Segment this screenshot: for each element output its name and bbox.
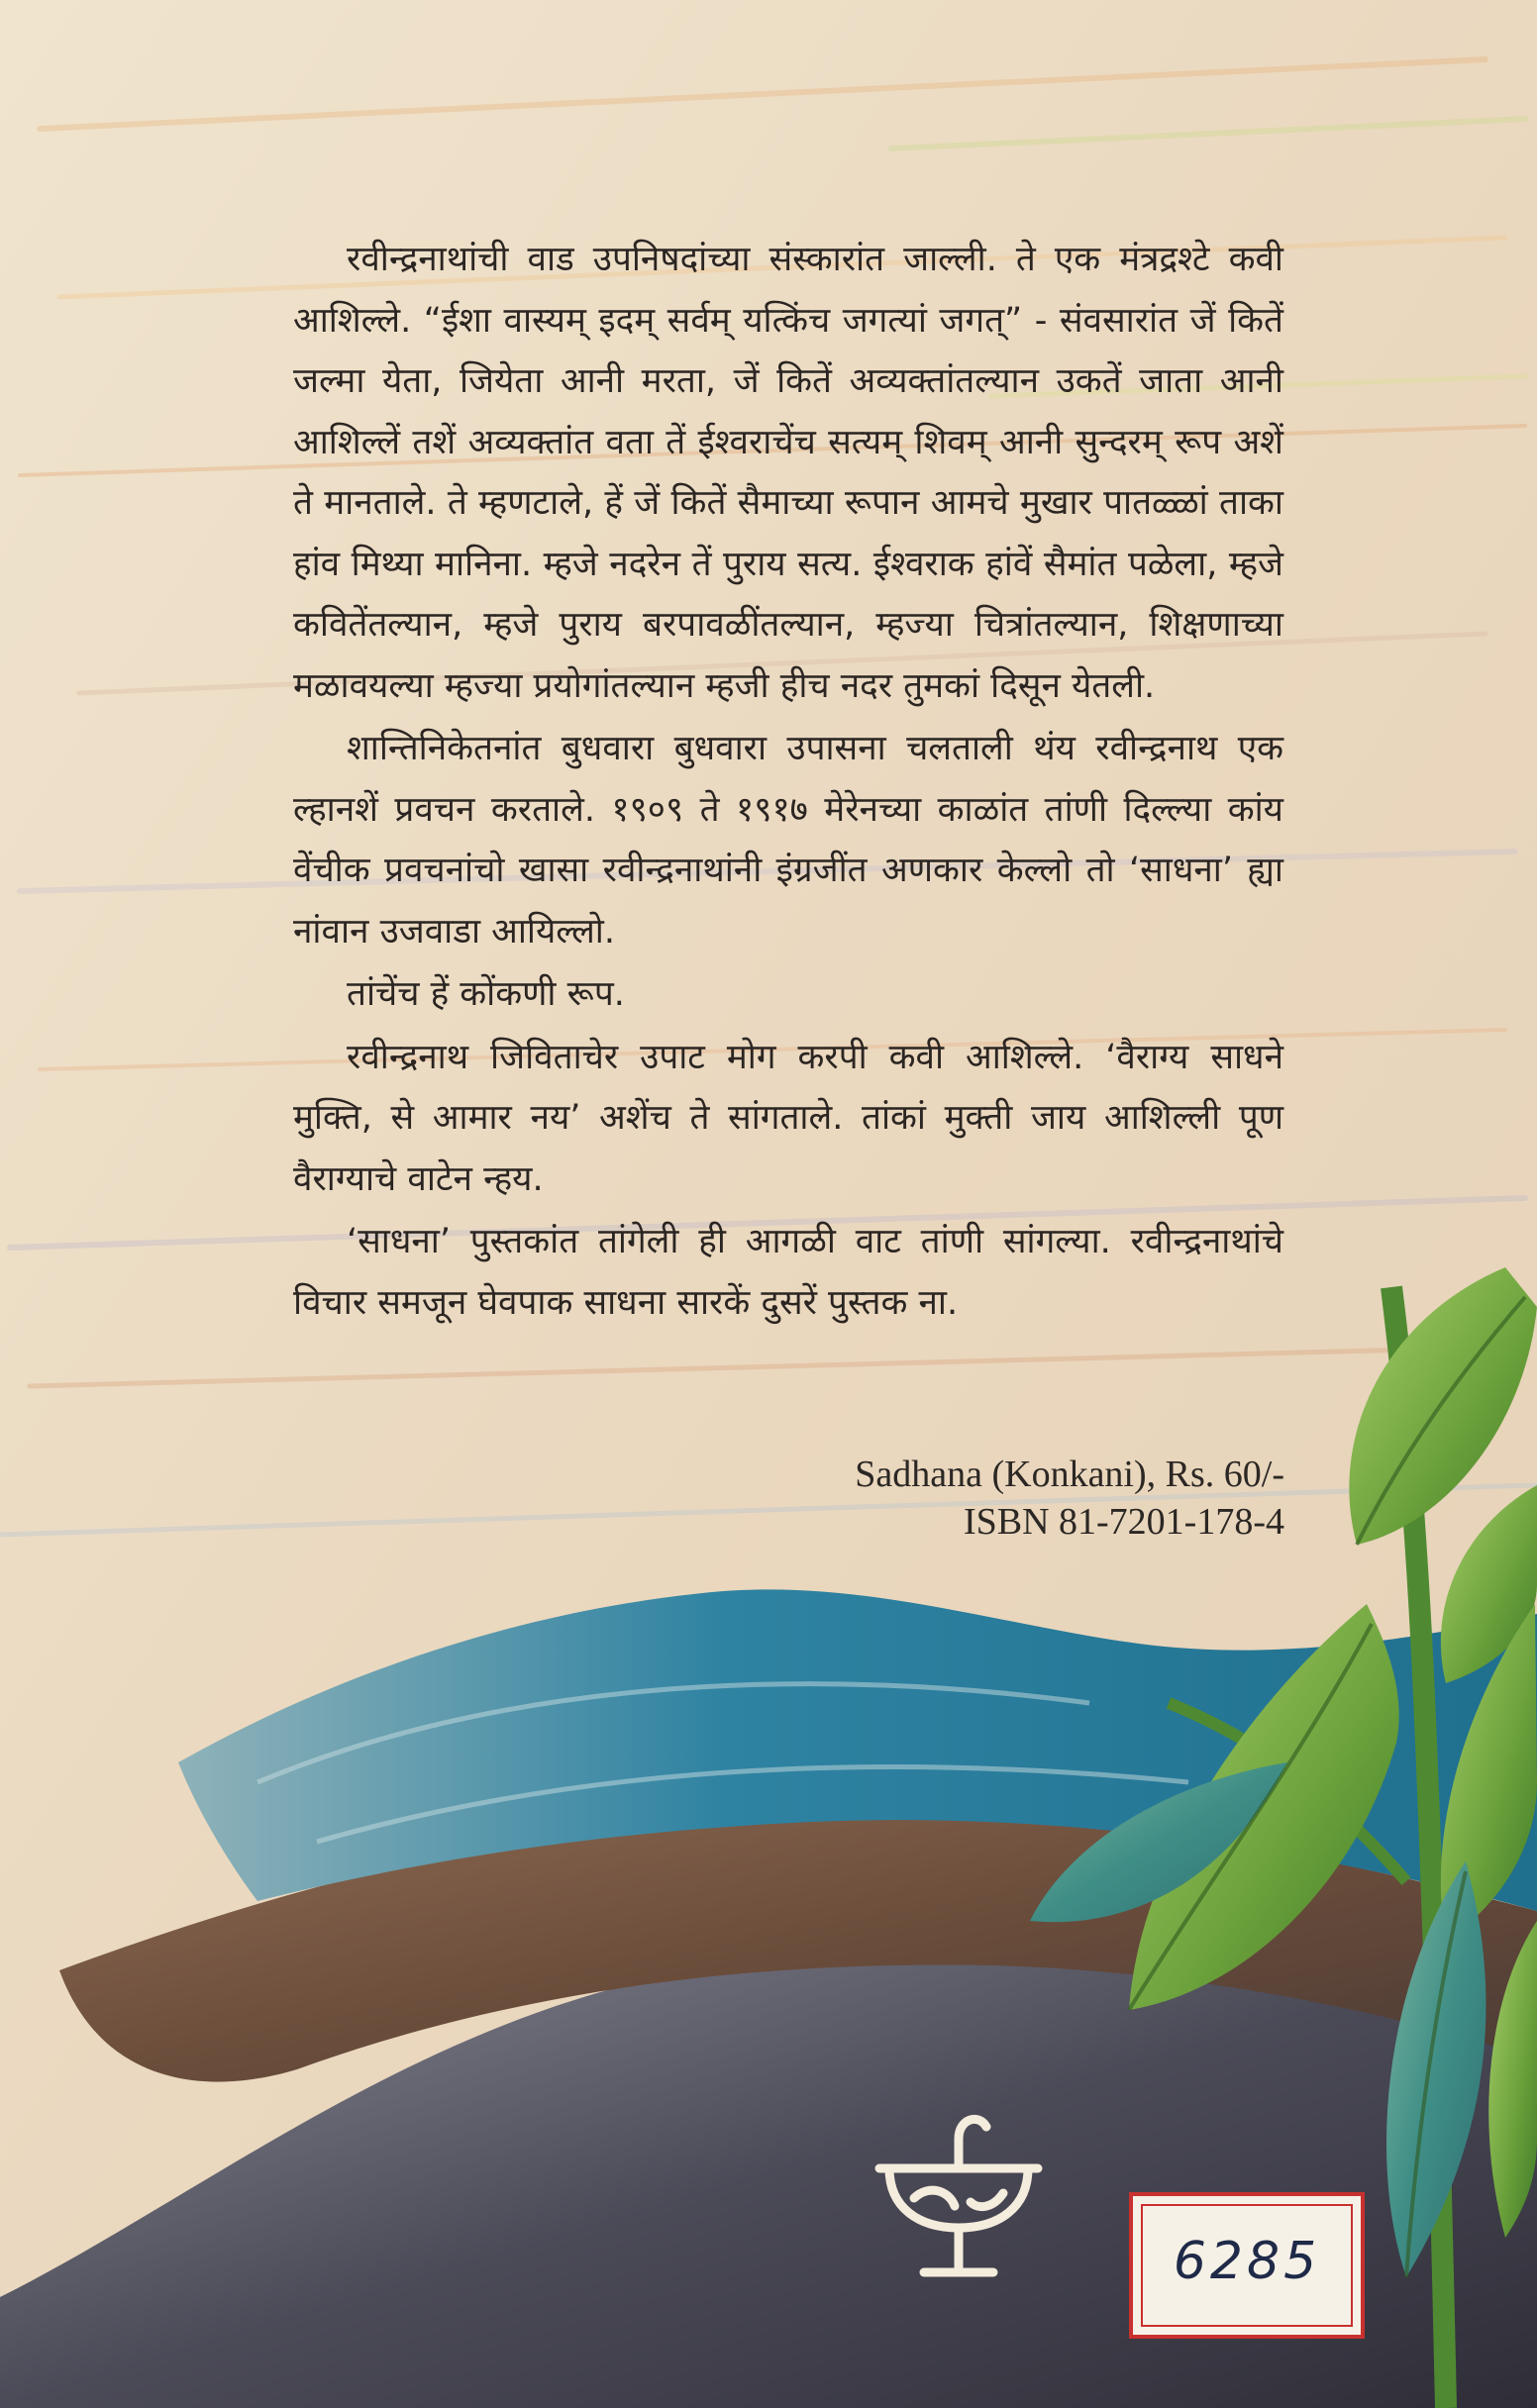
- blurb-paragraph: शान्तिनिकेतनांत बुधवारा बुधवारा उपासना चलताली थंय रवीन्द्रनाथ एक ल्हानशें प्रवचन करताले. १९०९ ते १९१७ मेरेनच्या काळांत तांणी दिल्ल्या कांय वेंचीक प्रवचनांचो खासा रवीन्द्रनाथांनी इंग्रजींत अणकार केल्लो तो ‘साधना’ ह्या नांवान उजवाडा आयिल्लो.: [293, 729, 1283, 952]
- publisher-logo: [860, 2099, 1058, 2287]
- blurb-paragraph: तांचेंच हें कोंकणी रूप.: [347, 974, 625, 1014]
- isbn-line: ISBN 81-7201-178-4: [963, 1501, 1284, 1543]
- price-block: [855, 1451, 1284, 1546]
- price-line: Sadhana (Konkani), Rs. 60/-: [855, 1454, 1284, 1495]
- stamp-number: 6285: [1173, 2232, 1321, 2291]
- lamp-logo-icon: [860, 2099, 1058, 2287]
- blurb-text: [293, 230, 1283, 1336]
- blurb-paragraph: ‘साधना’ पुस्तकांत तांगेली ही आगळी वाट तांणी सांगल्या. रवीन्द्रनाथांचे विचार समजून घेवपाक साधना सारकें दुसरें पुस्तक ना.: [293, 1222, 1283, 1323]
- blurb-paragraph: रवीन्द्रनाथ जिविताचेर उपाट मोग करपी कवी आशिल्ले. ‘वैराग्य साधने मुक्ति, से आमार नय’ अशेंच ते सांगताले. तांकां मुक्ती जाय आशिल्ली पूण वैराग्याचे वाटेन न्हय.: [293, 1037, 1283, 1199]
- blurb-paragraph: रवीन्द्रनाथांची वाड उपनिषदांच्या संस्कारांत जाल्ली. ते एक मंत्रद्रश्टे कवी आशिल्ले. “ईशा वास्यम् इदम् सर्वम् यत्किंच जगत्यां जगत्” - संवसारांत जें कितें जल्मा येता, जियेता आनी मरता, जें कितें अव्यक्तांतल्यान उकतें जाता आनी आशिल्लें तशें अव्यक्तांत वता तें ईश्वराचेंच सत्यम् शिवम् आनी सुन्दरम् रूप अशें ते मानताले. ते म्हणटाले, हें जें कितें सैमाच्या रूपान आमचे मुखार पातळ्ळां ताका हांव मिथ्या मानिना. म्हजे नदरेन तें पुराय सत्य. ईश्वराक हांवें सैमांत पळेला, म्हजे कवितेंतल्यान, म्हजे पुराय बरपावळींतल्यान, म्हज्या चित्रांतल्यान, शिक्षणाच्या मळावयल्या म्हज्या प्रयोगांतल्यान म्हजी हीच नदर तुमकां दिसून येतली.: [293, 240, 1283, 706]
- library-stamp: [1129, 2192, 1365, 2339]
